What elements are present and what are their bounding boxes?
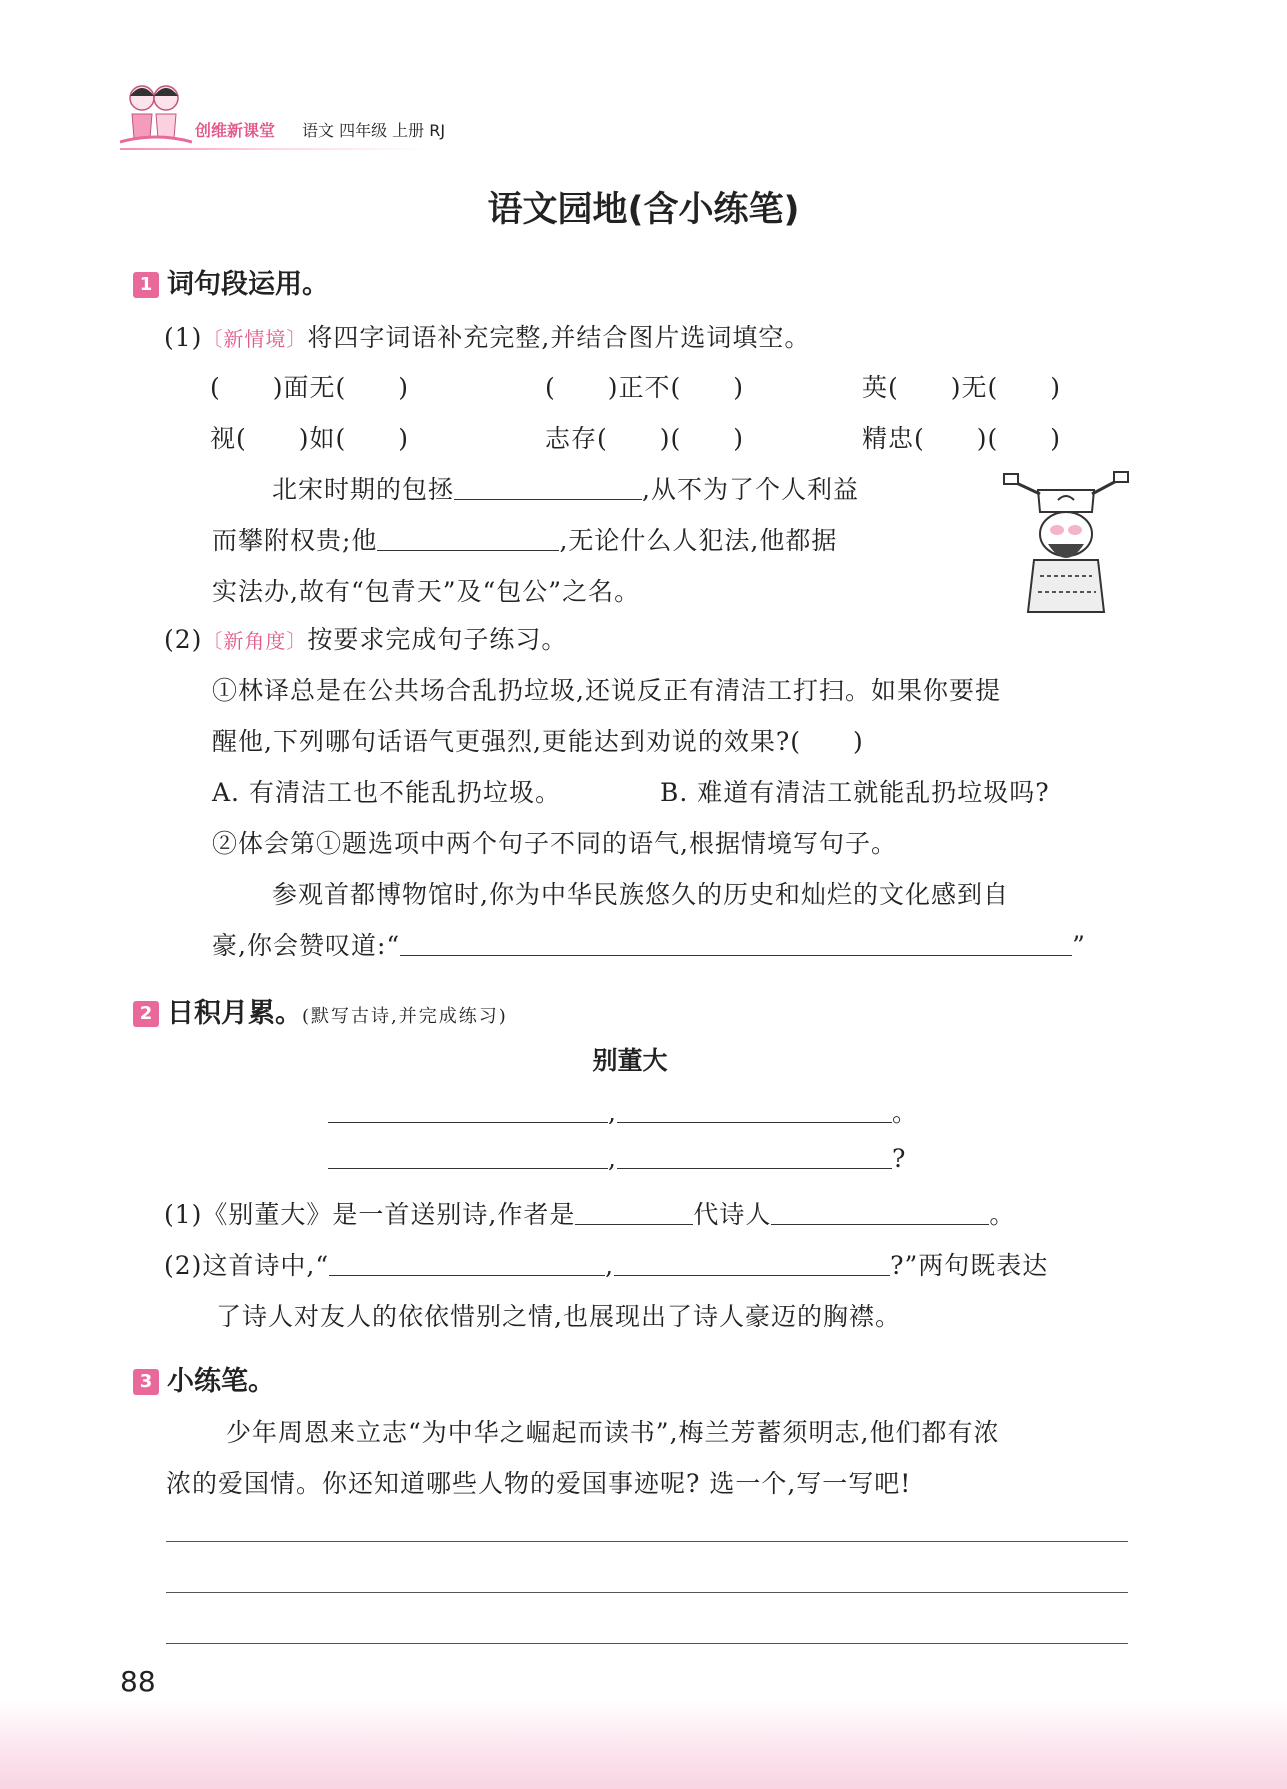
question-text: 按要求完成句子练习。 xyxy=(307,625,568,654)
word-cell[interactable]: 精忠( )( ) xyxy=(862,424,1062,453)
kids-mascot-icon xyxy=(120,78,192,148)
question-text-with-answer-box[interactable]: 醒他,下列哪句话语气更强烈,更能达到劝说的效果?( ) xyxy=(212,727,864,756)
text: (2)这首诗中,“ xyxy=(164,1251,330,1280)
text: (1)《别董大》是一首送别诗,作者是 xyxy=(164,1200,576,1229)
question-text: 将四字词语补充完整,并结合图片选词填空。 xyxy=(307,323,811,352)
section-subtitle: (默写古诗,并完成练习) xyxy=(302,1006,508,1027)
question-number: (1) xyxy=(164,323,203,352)
writing-line[interactable] xyxy=(166,1643,1128,1644)
answer-blank[interactable] xyxy=(575,1204,693,1225)
fill-paragraph-line: 实法办,故有“包青天”及“包公”之名。 xyxy=(212,577,641,606)
text: 豪,你会赞叹道:“ xyxy=(212,931,401,960)
poem-question-2 xyxy=(164,1246,1048,1282)
poem-title: 别董大 xyxy=(592,1046,668,1075)
question-text: ②体会第①题选项中两个句子不同的语气,根据情境写句子。 xyxy=(212,829,897,858)
footer-band xyxy=(0,1700,1287,1789)
section-3-heading xyxy=(133,1359,275,1398)
punct: , xyxy=(608,1098,617,1127)
writing-line[interactable] xyxy=(166,1541,1128,1542)
writing-line[interactable] xyxy=(166,1592,1128,1593)
question-text: 参观首都博物馆时,你为中华民族悠久的历史和灿烂的文化感到自 xyxy=(272,880,1009,909)
answer-blank[interactable] xyxy=(377,530,559,551)
punct: ? xyxy=(891,1144,907,1173)
word-cell[interactable]: 英( )无( ) xyxy=(862,373,1062,402)
new-context-tag: 〔新情境〕 xyxy=(202,327,308,351)
section-1-heading xyxy=(133,262,329,301)
answer-blank[interactable] xyxy=(454,479,642,500)
section-2-heading xyxy=(133,991,508,1030)
question-text: ①林译总是在公共场合乱扔垃圾,还说反正有清洁工打扫。如果你要提 xyxy=(212,676,1001,705)
answer-blank[interactable] xyxy=(614,1255,890,1276)
book-info: 语文 四年级 上册 RJ xyxy=(302,121,446,140)
text: , xyxy=(605,1251,615,1280)
text: 代诗人 xyxy=(693,1200,772,1229)
punct: , xyxy=(608,1144,617,1173)
page-title: 语文园地(含小练笔) xyxy=(487,190,800,230)
question-number: (2) xyxy=(164,625,203,654)
poem-question-1 xyxy=(164,1195,1015,1231)
option-a[interactable]: A. 有清洁工也不能乱扔垃圾。 xyxy=(212,778,561,807)
page-number: 88 xyxy=(120,1665,156,1698)
poem-line-1 xyxy=(328,1093,918,1129)
question-1-prompt xyxy=(164,318,810,354)
word-cell[interactable]: ( )正不( ) xyxy=(545,373,745,402)
section-number-badge: 3 xyxy=(133,1369,159,1395)
page-header xyxy=(120,78,620,158)
quote-answer-line xyxy=(212,926,1086,962)
poem-blank[interactable] xyxy=(617,1102,892,1123)
section-title: 小练笔。 xyxy=(167,1366,275,1397)
text: 北宋时期的包拯 xyxy=(272,475,455,504)
text: 。 xyxy=(989,1200,1016,1229)
question-text: 了诗人对友人的依依惜别之情,也展现出了诗人豪迈的胸襟。 xyxy=(216,1302,901,1331)
option-b[interactable]: B. 难道有清洁工就能乱扔垃圾吗? xyxy=(660,778,1050,807)
bao-zheng-illustration-icon xyxy=(1000,468,1132,618)
writing-prompt: 浓的爱国情。你还知道哪些人物的爱国事迹呢? 选一个,写一写吧! xyxy=(166,1469,912,1498)
section-title: 词句段运用。 xyxy=(167,269,329,300)
fill-paragraph-line xyxy=(272,470,859,506)
writing-prompt: 少年周恩来立志“为中华之崛起而读书”,梅兰芳蓄须明志,他们都有浓 xyxy=(226,1418,1000,1447)
answer-blank[interactable] xyxy=(329,1255,605,1276)
text: ” xyxy=(1072,931,1086,960)
answer-blank[interactable] xyxy=(771,1204,989,1225)
text: ?”两句既表达 xyxy=(890,1251,1049,1280)
poem-line-2 xyxy=(328,1144,906,1173)
question-2-prompt xyxy=(164,620,567,656)
poem-blank[interactable] xyxy=(328,1102,608,1123)
brand-label: 创维新课堂 xyxy=(195,121,276,140)
section-number-badge: 2 xyxy=(133,1001,159,1027)
poem-blank[interactable] xyxy=(617,1148,892,1169)
poem-blank[interactable] xyxy=(328,1148,608,1169)
text: ,无论什么人犯法,他都据 xyxy=(559,526,838,555)
punct: 。 xyxy=(891,1098,918,1127)
new-angle-tag: 〔新角度〕 xyxy=(202,629,308,653)
section-number-badge: 1 xyxy=(133,272,159,298)
section-title: 日积月累。 xyxy=(167,998,302,1029)
header-rule xyxy=(120,148,430,150)
text: 而攀附权贵;他 xyxy=(212,526,378,555)
answer-blank[interactable] xyxy=(400,935,1072,956)
word-cell[interactable]: 视( )如( ) xyxy=(210,424,410,453)
word-cell[interactable]: ( )面无( ) xyxy=(210,373,410,402)
word-cell[interactable]: 志存( )( ) xyxy=(545,424,745,453)
text: ,从不为了个人利益 xyxy=(642,475,859,504)
fill-paragraph-line xyxy=(212,521,837,557)
